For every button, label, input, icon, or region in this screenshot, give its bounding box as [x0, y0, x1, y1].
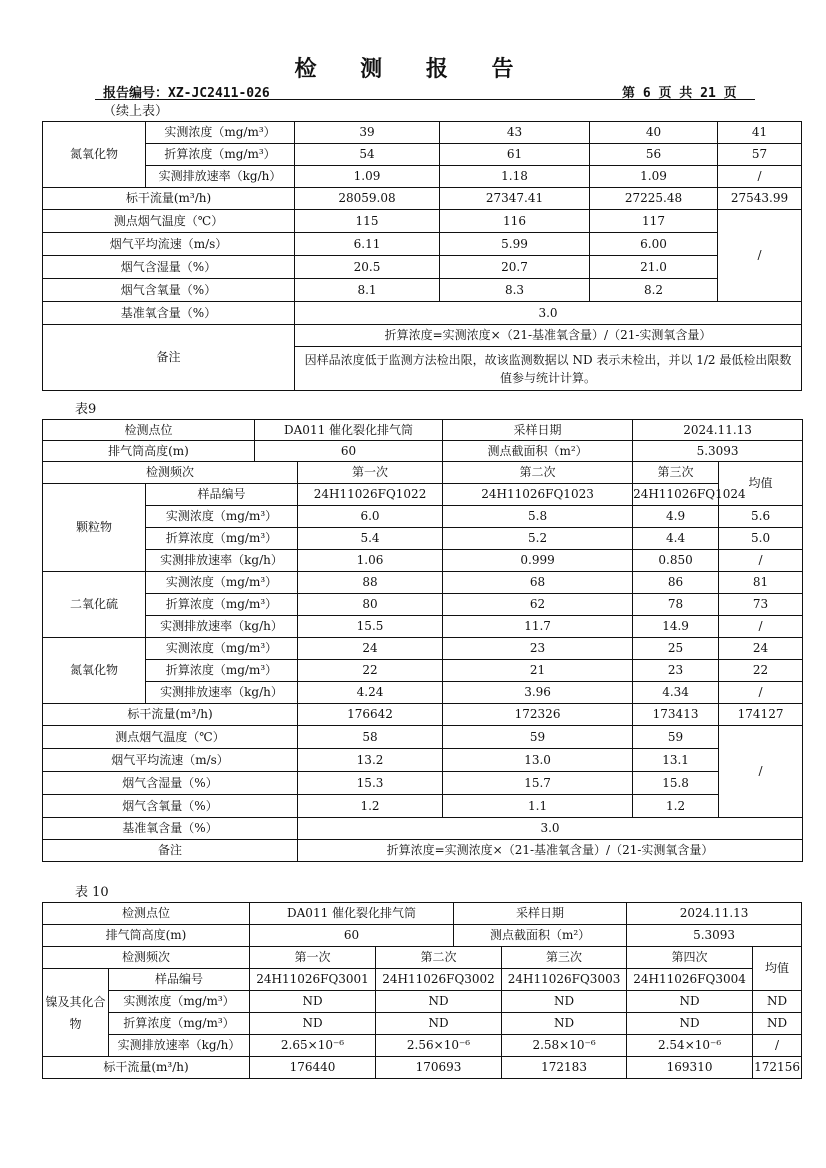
row-label: 实测排放速率（kg/h）	[109, 1035, 250, 1057]
cell: 24H11026FQ1024	[633, 484, 719, 506]
table-row	[43, 818, 803, 840]
table-row	[43, 233, 802, 256]
cell: 5.99	[440, 233, 590, 256]
cell: ND	[376, 1013, 502, 1035]
table-row	[43, 903, 802, 925]
cell: 0.999	[443, 550, 633, 572]
cell: 88	[298, 572, 443, 594]
row-label: 基准氧含量（%）	[43, 818, 298, 840]
cell: 60	[250, 925, 454, 947]
table-row	[43, 1035, 802, 1057]
table-row	[43, 572, 803, 594]
table-row	[43, 594, 803, 616]
row-label: 烟气平均流速（m/s）	[43, 233, 295, 256]
cell: 15.5	[298, 616, 443, 638]
page-number: 第 6 页 共 21 页	[622, 86, 737, 101]
table-row	[43, 1013, 802, 1035]
cell: 41	[718, 122, 802, 144]
cell: 15.3	[298, 772, 443, 795]
cell: 8.1	[295, 279, 440, 302]
cell: 1.09	[295, 166, 440, 188]
row-label: 基准氧含量（%）	[43, 302, 295, 325]
cell: 173413	[633, 704, 719, 726]
cell: /	[719, 682, 803, 704]
cell: 24H11026FQ1022	[298, 484, 443, 506]
cell: 28059.08	[295, 188, 440, 210]
cell: 13.0	[443, 749, 633, 772]
header-divider	[95, 99, 755, 100]
cell: 24H11026FQ3002	[376, 969, 502, 991]
header-cell: 第二次	[376, 947, 502, 969]
cell: 1.1	[443, 795, 633, 818]
group-label: 镍及其化合物	[43, 969, 109, 1057]
cell: 23	[443, 638, 633, 660]
cell: ND	[627, 991, 753, 1013]
cell: 3.96	[443, 682, 633, 704]
cell: 15.8	[633, 772, 719, 795]
table-row	[43, 840, 803, 862]
cell: 3.0	[295, 302, 802, 325]
table-row	[43, 749, 803, 772]
header-cell: 第一次	[298, 462, 443, 484]
cell: 1.2	[633, 795, 719, 818]
table-row	[43, 462, 803, 484]
cell: 116	[440, 210, 590, 233]
row-label: 烟气含氧量（%）	[43, 795, 298, 818]
header-cell: 检测频次	[43, 462, 298, 484]
cell: 25	[633, 638, 719, 660]
row-label: 样品编号	[146, 484, 298, 506]
cell: 27347.41	[440, 188, 590, 210]
row-label: 实测浓度（mg/m³）	[146, 638, 298, 660]
cell: 40	[590, 122, 718, 144]
row-label: 标干流量(m³/h)	[43, 704, 298, 726]
cell: 21.0	[590, 256, 718, 279]
cell: ND	[250, 1013, 376, 1035]
cell: 27543.99	[718, 188, 802, 210]
row-label: 测点烟气温度（℃）	[43, 210, 295, 233]
cell: 1.06	[298, 550, 443, 572]
cell: 2.56×10⁻⁶	[376, 1035, 502, 1057]
cell: 15.7	[443, 772, 633, 795]
cell: 56	[590, 144, 718, 166]
cell: 采样日期	[454, 903, 627, 925]
table-row	[43, 279, 802, 302]
cell: 检测点位	[43, 420, 255, 441]
cell: 4.24	[298, 682, 443, 704]
report-number: 报告编号：XZ-JC2411-026	[103, 86, 270, 101]
table-row	[43, 772, 803, 795]
remark-label: 备注	[43, 840, 298, 862]
row-label: 实测排放速率（kg/h）	[146, 682, 298, 704]
cell: ND	[753, 1013, 802, 1035]
cell: 23	[633, 660, 719, 682]
row-label: 实测浓度（mg/m³）	[146, 572, 298, 594]
cell: 2024.11.13	[627, 903, 802, 925]
cell: 8.2	[590, 279, 718, 302]
cell: ND	[502, 991, 627, 1013]
row-label: 烟气含湿量（%）	[43, 772, 298, 795]
cell: 24H11026FQ3001	[250, 969, 376, 991]
cell: 68	[443, 572, 633, 594]
cell: 5.8	[443, 506, 633, 528]
remark-text: 折算浓度=实测浓度×（21-基准氧含量）/（21-实测氧含量）	[298, 840, 803, 862]
cell: 13.1	[633, 749, 719, 772]
row-label: 折算浓度（mg/m³）	[146, 594, 298, 616]
cell: 3.0	[298, 818, 803, 840]
table-row	[43, 969, 802, 991]
cell: /	[719, 616, 803, 638]
table-row	[43, 122, 802, 144]
table-row	[43, 188, 802, 210]
cell: 4.34	[633, 682, 719, 704]
row-label: 实测浓度（mg/m³）	[146, 506, 298, 528]
cell: 176642	[298, 704, 443, 726]
row-label: 折算浓度（mg/m³）	[146, 144, 295, 166]
cell: 13.2	[298, 749, 443, 772]
header-cell: 均值	[753, 947, 802, 991]
cell: 172326	[443, 704, 633, 726]
cell: DA011 催化裂化排气筒	[250, 903, 454, 925]
header-cell: 第三次	[502, 947, 627, 969]
cell: 172156	[753, 1057, 802, 1079]
table-row	[43, 441, 803, 462]
cell: 4.4	[633, 528, 719, 550]
continued-label: （续上表）	[103, 104, 169, 119]
cell: 2.54×10⁻⁶	[627, 1035, 753, 1057]
row-label: 折算浓度（mg/m³）	[146, 660, 298, 682]
cell: 57	[718, 144, 802, 166]
cell: 169310	[627, 1057, 753, 1079]
cell: ND	[753, 991, 802, 1013]
cell: ND	[250, 991, 376, 1013]
cell: 4.9	[633, 506, 719, 528]
table-row	[43, 302, 802, 325]
header-cell: 第二次	[443, 462, 633, 484]
cell: /	[719, 550, 803, 572]
cell: /	[718, 210, 802, 302]
row-label: 测点烟气温度（℃）	[43, 726, 298, 749]
cell: 24H11026FQ1023	[443, 484, 633, 506]
table9-label: 表9	[75, 402, 97, 417]
cell: 5.3093	[627, 925, 802, 947]
cell: 176440	[250, 1057, 376, 1079]
table-row	[43, 925, 802, 947]
table10-label: 表 10	[75, 885, 109, 900]
cell: 54	[295, 144, 440, 166]
cell: 61	[440, 144, 590, 166]
table-row	[43, 528, 803, 550]
group-label: 氮氧化物	[43, 638, 146, 704]
cell: 测点截面积（m²）	[443, 441, 633, 462]
cell: 21	[443, 660, 633, 682]
cell: 80	[298, 594, 443, 616]
cell: 117	[590, 210, 718, 233]
row-label: 实测排放速率（kg/h）	[146, 616, 298, 638]
header-cell: 均值	[719, 462, 803, 506]
row-label: 标干流量(m³/h)	[43, 188, 295, 210]
cell: DA011 催化裂化排气筒	[255, 420, 443, 441]
row-label: 烟气含氧量（%）	[43, 279, 295, 302]
table-row	[43, 704, 803, 726]
cell: 2024.11.13	[633, 420, 803, 441]
table-row	[43, 256, 802, 279]
cell: 14.9	[633, 616, 719, 638]
group-label: 颗粒物	[43, 484, 146, 572]
table-row	[43, 550, 803, 572]
cell: 43	[440, 122, 590, 144]
cell: 11.7	[443, 616, 633, 638]
table-row	[43, 638, 803, 660]
row-label: 折算浓度（mg/m³）	[109, 1013, 250, 1035]
remark-text: 因样品浓度低于监测方法检出限，故该监测数据以 ND 表示未检出，并以 1/2 最低检出限数值参与统计计算。	[295, 347, 802, 391]
table-row	[43, 991, 802, 1013]
cell: /	[718, 166, 802, 188]
cell: 6.0	[298, 506, 443, 528]
cell: 174127	[719, 704, 803, 726]
cell: /	[719, 726, 803, 818]
cell: 检测点位	[43, 903, 250, 925]
cell: 排气筒高度(m)	[43, 441, 255, 462]
cell: 5.4	[298, 528, 443, 550]
table-row	[43, 660, 803, 682]
table-row	[43, 726, 803, 749]
header-cell: 检测频次	[43, 947, 250, 969]
cell: 22	[298, 660, 443, 682]
cell: 5.2	[443, 528, 633, 550]
table-row	[43, 795, 803, 818]
cell: 20.7	[440, 256, 590, 279]
row-label: 实测浓度（mg/m³）	[146, 122, 295, 144]
row-label: 实测排放速率（kg/h）	[146, 550, 298, 572]
cell: 59	[443, 726, 633, 749]
table-row	[43, 682, 803, 704]
cell: 170693	[376, 1057, 502, 1079]
remark-text: 折算浓度=实测浓度×（21-基准氧含量）/（21-实测氧含量）	[295, 325, 802, 347]
cell: 采样日期	[443, 420, 633, 441]
table-row	[43, 484, 803, 506]
table-row	[43, 506, 803, 528]
table-row	[43, 616, 803, 638]
cell: 5.0	[719, 528, 803, 550]
cell: 1.2	[298, 795, 443, 818]
cell: ND	[376, 991, 502, 1013]
cell: 2.58×10⁻⁶	[502, 1035, 627, 1057]
document-title: 检 测 报 告	[294, 56, 532, 82]
cell: 24H11026FQ3004	[627, 969, 753, 991]
cell: 5.3093	[633, 441, 803, 462]
row-label: 烟气含湿量（%）	[43, 256, 295, 279]
cell: ND	[502, 1013, 627, 1035]
cell: 测点截面积（m²）	[454, 925, 627, 947]
table-row	[43, 166, 802, 188]
cell: 6.00	[590, 233, 718, 256]
cell: 62	[443, 594, 633, 616]
table-row	[43, 947, 802, 969]
cell: 86	[633, 572, 719, 594]
cell: 27225.48	[590, 188, 718, 210]
cell: 59	[633, 726, 719, 749]
cell: ND	[627, 1013, 753, 1035]
cell: 172183	[502, 1057, 627, 1079]
table-row	[43, 144, 802, 166]
row-label: 标干流量(m³/h)	[43, 1057, 250, 1079]
cell: 39	[295, 122, 440, 144]
header-cell: 第三次	[633, 462, 719, 484]
cell: 78	[633, 594, 719, 616]
table-row	[43, 1057, 802, 1079]
cell: 115	[295, 210, 440, 233]
cell: 1.09	[590, 166, 718, 188]
table-row	[43, 210, 802, 233]
row-label: 实测浓度（mg/m³）	[109, 991, 250, 1013]
remark-label: 备注	[43, 325, 295, 391]
cell: 24	[298, 638, 443, 660]
table-row	[43, 420, 803, 441]
row-label: 样品编号	[109, 969, 250, 991]
cell: /	[753, 1035, 802, 1057]
continued-table	[42, 121, 802, 391]
table10	[42, 902, 802, 1079]
group-label: 氮氧化物	[43, 122, 146, 188]
table9	[42, 419, 803, 862]
header-cell: 第四次	[627, 947, 753, 969]
cell: 20.5	[295, 256, 440, 279]
cell: 60	[255, 441, 443, 462]
cell: 0.850	[633, 550, 719, 572]
table-row	[43, 325, 802, 347]
row-label: 实测排放速率（kg/h）	[146, 166, 295, 188]
cell: 22	[719, 660, 803, 682]
row-label: 折算浓度（mg/m³）	[146, 528, 298, 550]
cell: 24H11026FQ3003	[502, 969, 627, 991]
header-cell: 第一次	[250, 947, 376, 969]
cell: 8.3	[440, 279, 590, 302]
cell: 6.11	[295, 233, 440, 256]
cell: 58	[298, 726, 443, 749]
cell: 排气筒高度(m)	[43, 925, 250, 947]
cell: 5.6	[719, 506, 803, 528]
row-label: 烟气平均流速（m/s）	[43, 749, 298, 772]
cell: 73	[719, 594, 803, 616]
cell: 24	[719, 638, 803, 660]
cell: 81	[719, 572, 803, 594]
group-label: 二氧化硫	[43, 572, 146, 638]
cell: 1.18	[440, 166, 590, 188]
cell: 2.65×10⁻⁶	[250, 1035, 376, 1057]
